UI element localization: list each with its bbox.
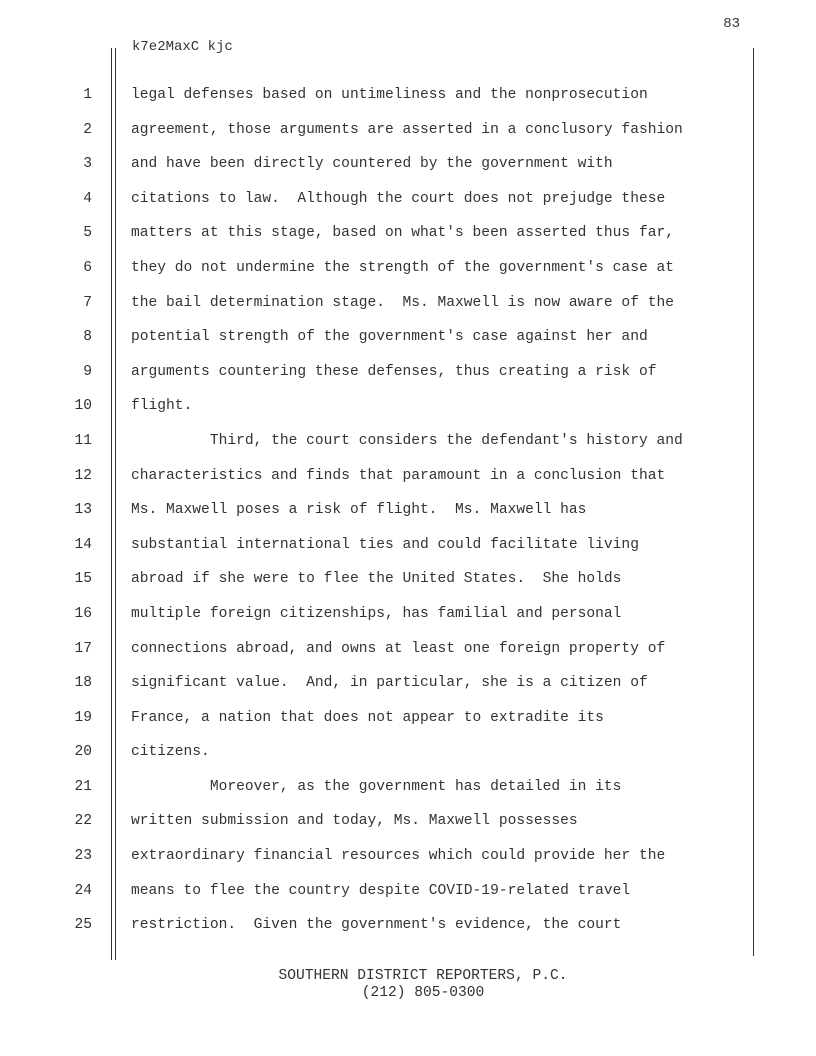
transcript-line xyxy=(0,459,816,494)
line-text: agreement, those arguments are asserted in a conclusory fashion xyxy=(131,121,683,138)
line-text: and have been directly countered by the government with xyxy=(131,156,613,173)
transcript-line xyxy=(0,216,816,251)
line-number: 11 xyxy=(74,432,92,449)
line-number: 5 xyxy=(83,225,92,242)
transcript-body xyxy=(0,78,816,943)
line-text: abroad if she were to flee the United States. She holds xyxy=(131,571,622,588)
line-text: written submission and today, Ms. Maxwell possesses xyxy=(131,813,578,830)
line-number: 25 xyxy=(74,917,92,934)
line-number: 14 xyxy=(74,536,92,553)
line-number: 22 xyxy=(74,813,92,830)
line-text: connections abroad, and owns at least one foreign property of xyxy=(131,640,666,657)
transcript-line xyxy=(0,286,816,321)
transcript-line xyxy=(0,562,816,597)
line-number: 3 xyxy=(83,156,92,173)
line-text: arguments countering these defenses, thus creating a risk of xyxy=(131,363,657,380)
line-number: 20 xyxy=(74,744,92,761)
line-number: 1 xyxy=(83,87,92,103)
line-text: matters at this stage, based on what's been asserted thus far, xyxy=(131,225,674,242)
line-number: 23 xyxy=(74,848,92,865)
transcript-line xyxy=(0,908,816,943)
line-text: Moreover, as the government has detailed in its xyxy=(131,778,622,795)
transcript-line xyxy=(0,874,816,909)
line-text: citizens. xyxy=(131,744,210,761)
transcript-line xyxy=(0,78,816,113)
line-number: 16 xyxy=(74,605,92,622)
footer xyxy=(0,968,816,1002)
line-text: characteristics and finds that paramount in a conclusion that xyxy=(131,467,666,484)
footer-phone: (212) 805-0300 xyxy=(361,985,485,1001)
line-number: 12 xyxy=(74,467,92,484)
transcript-line xyxy=(0,528,816,563)
transcript-line xyxy=(0,597,816,632)
line-text: potential strength of the government's case against her and xyxy=(131,329,648,346)
transcript-line xyxy=(0,389,816,424)
transcript-line xyxy=(0,839,816,874)
line-number: 10 xyxy=(74,398,92,415)
line-text: multiple foreign citizenships, has familial and personal xyxy=(131,605,622,622)
transcript-line xyxy=(0,113,816,148)
line-number: 7 xyxy=(83,294,92,311)
transcript-line xyxy=(0,770,816,805)
line-text: Third, the court considers the defendant's history and xyxy=(131,432,683,449)
transcript-line xyxy=(0,666,816,701)
transcript-line xyxy=(0,182,816,217)
transcript-line xyxy=(0,735,816,770)
page-number: 83 xyxy=(723,16,740,32)
line-text: legal defenses based on untimeliness and the nonprosecution xyxy=(131,87,648,103)
line-number: 15 xyxy=(74,571,92,588)
line-text: the bail determination stage. Ms. Maxwell is now aware of the xyxy=(131,294,674,311)
line-text: extraordinary financial resources which could provide her the xyxy=(131,848,666,865)
line-number: 24 xyxy=(74,882,92,899)
line-number: 6 xyxy=(83,259,92,276)
transcript-line xyxy=(0,804,816,839)
transcript-line xyxy=(0,355,816,390)
line-number: 2 xyxy=(83,121,92,138)
line-number: 21 xyxy=(74,778,92,795)
line-number: 9 xyxy=(83,363,92,380)
header-code: k7e2MaxC kjc xyxy=(132,39,233,55)
line-number: 8 xyxy=(83,329,92,346)
line-text: substantial international ties and could facilitate living xyxy=(131,536,639,553)
transcript-line xyxy=(0,701,816,736)
line-number: 13 xyxy=(74,502,92,519)
footer-reporter: SOUTHERN DISTRICT REPORTERS, P.C. xyxy=(278,968,568,984)
line-number: 17 xyxy=(74,640,92,657)
line-text: means to flee the country despite COVID-19-related travel xyxy=(131,882,631,899)
line-text: citations to law. Although the court does not prejudge these xyxy=(131,190,666,207)
line-text: significant value. And, in particular, she is a citizen of xyxy=(131,675,648,692)
line-number: 18 xyxy=(74,675,92,692)
line-number: 19 xyxy=(74,709,92,726)
transcript-line xyxy=(0,147,816,182)
line-text: Ms. Maxwell poses a risk of flight. Ms. Maxwell has xyxy=(131,502,587,519)
line-text: France, a nation that does not appear to extradite its xyxy=(131,709,604,726)
line-text: restriction. Given the government's evidence, the court xyxy=(131,917,622,934)
transcript-line xyxy=(0,251,816,286)
transcript-line xyxy=(0,632,816,667)
line-number: 4 xyxy=(83,190,92,207)
transcript-line xyxy=(0,424,816,459)
transcript-line xyxy=(0,493,816,528)
line-text: flight. xyxy=(131,398,193,415)
transcript-line xyxy=(0,320,816,355)
line-text: they do not undermine the strength of the government's case at xyxy=(131,259,674,276)
